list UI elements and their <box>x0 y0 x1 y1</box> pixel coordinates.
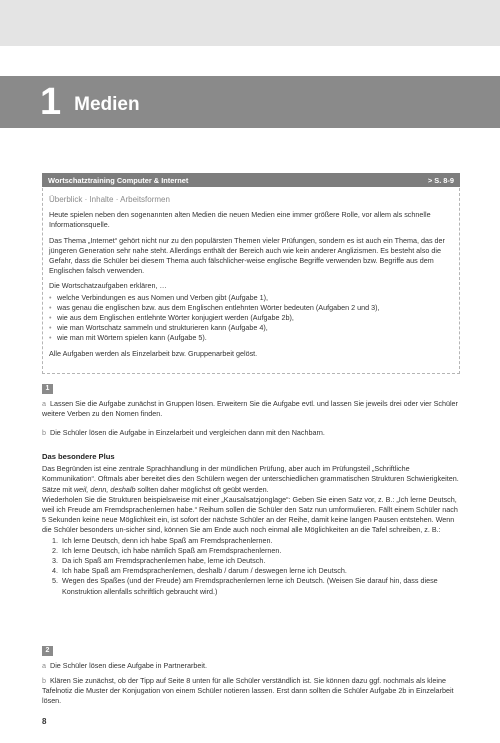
task-2-b-text: Klären Sie zunächst, ob der Tipp auf Seite 8 unten für alle Schüler verständlich ist. Sie können dazu ggf. nochmals als kleine Tafelnotiz die Muster der Konjugation von einem Schüler notieren lassen. Erst dann sollten die Schüler Aufgabe 2b in Einzelarbeit lösen. <box>42 676 454 706</box>
section-bar <box>42 173 460 187</box>
plus-emphasis: weil, denn, deshalb <box>73 484 136 494</box>
overview-paragraph-3: Die Wortschatzaufgaben erklären, … <box>49 281 167 291</box>
chapter-number: 1 <box>40 80 61 123</box>
list-item: 1. Ich lerne Deutsch, denn ich habe Spaß am Fremdsprachenlernen. <box>60 536 460 546</box>
task-letter: a <box>42 661 46 670</box>
overview-paragraph-2: Das Thema „Internet“ gehört nicht nur zu den populärsten Themen vieler Prüfungen, sondern es ist auch ein Thema, das der jüngeren Generation sehr nahe steht. Allerdings enthält der Bereich auch wie kein anderer Anglizismen. Es besteht also die Gefahr, dass die Schüler bei diesem Thema auch fälschlicher-weise englische Begriffe verwenden bzw. Begriffe aus dem Englischen falsch verwenden. <box>49 235 445 276</box>
plus-paragraph-1 <box>42 464 460 495</box>
overview-paragraph-4: Alle Aufgaben werden als Einzelarbeit bzw. Gruppenarbeit gelöst. <box>49 348 258 358</box>
list-item: 2. Ich lerne Deutsch, ich habe nämlich Spaß am Fremdsprachenlernen. <box>60 546 460 556</box>
task-1-b <box>42 428 460 438</box>
task-1-badge: 1 <box>42 384 53 394</box>
task-2-a-text: Die Schüler lösen diese Aufgabe in Partnerarbeit. <box>50 661 208 670</box>
task-1-a <box>42 399 460 419</box>
task-letter: b <box>42 428 46 437</box>
plus-text: Das Begründen ist eine zentrale Sprachhandlung in der mündlichen Prüfung, aber auch im Prüfungsteil „Schriftliche Kommunikation“. Oftmals aber bereitet dies den Schülern wegen der unterschiedlichen grammatischen Strukturen Schwierigkeiten. Sätze mit <box>42 464 459 494</box>
chapter-header <box>0 76 500 128</box>
overview-paragraph-1: Heute spielen neben den sogenannten alten Medien die neuen Medien eine immer größere Rolle, vor allem als schnelle Informationsquelle. <box>49 210 431 230</box>
list-item: 4. Ich habe Spaß am Fremdsprachenlernen, deshalb / darum / deswegen lerne ich Deutsch. <box>60 566 460 576</box>
task-2-b <box>42 676 460 707</box>
list-item: 3. Da ich Spaß am Fremdsprachenlernen habe, lerne ich Deutsch. <box>60 556 460 566</box>
section-title: Wortschatztraining Computer & Internet <box>48 175 189 185</box>
task-2-badge: 2 <box>42 646 53 656</box>
list-item: • wie man mit Wörtern spielen kann (Aufgabe 5). <box>49 333 453 343</box>
list-item: • welche Verbindungen es aus Nomen und Verben gibt (Aufgabe 1), <box>49 293 453 303</box>
list-item: 5. Wegen des Spaßes (und der Freude) am Fremdsprachenlernen lerne ich Deutsch. (Weisen Sie darauf hin, dass diese Konstruktion allenfalls schriftlich gebraucht wird.) <box>60 576 460 596</box>
overview-bullet-list <box>49 293 453 344</box>
list-item: • wie aus dem Englischen entlehnte Wörter konjugiert werden (Aufgabe 2b), <box>49 313 453 323</box>
plus-text: sollten daher möglichst oft geübt werden. <box>135 484 269 494</box>
plus-paragraph-2: Wiederholen Sie die Strukturen beispielsweise mit einer „Kausalsatzjonglage“: Geben Sie einen Satz vor, z. B.: „Ich lerne Deutsch, weil ich Freude am Fremdsprachenlernen habe.“ Reihum sollen die Schüler den Satz nun umformulieren. Fällt einem Schüler nach 5 Sekunden keine neue Möglichkeit ein, ist sofort der nächste Schüler an der Reihe, damit keine langen Pausen entstehen. Wenn die Schüler besonders un-sicher sind, können Sie am Ende auch noch einmal alle Möglichkeiten an die Tafel schreiben, z. B.: <box>42 494 458 535</box>
list-item: • wie man Wortschatz sammeln und strukturieren kann (Aufgabe 4), <box>49 323 453 333</box>
task-1-a-text: Lassen Sie die Aufgabe zunächst in Gruppen lösen. Erweitern Sie die Aufgabe evtl. und lassen Sie jeweils drei oder vier Schüler weitere Verben zu den Nomen finden. <box>42 399 458 419</box>
overview-heading: Überblick · Inhalte · Arbeitsformen <box>49 195 170 204</box>
page-number: 8 <box>42 717 47 726</box>
overview-box <box>42 188 460 374</box>
page-reference: > S. 8-9 <box>427 175 454 185</box>
plus-heading: Das besondere Plus <box>42 452 115 461</box>
chapter-title: Medien <box>74 94 140 115</box>
list-item: • was genau die englischen bzw. aus dem Englischen entlehnten Wörter bedeuten (Aufgaben 2 und 3), <box>49 303 453 313</box>
task-2-a <box>42 661 460 671</box>
plus-section <box>42 452 460 597</box>
plus-example-list <box>42 536 460 597</box>
task-letter: b <box>42 676 46 685</box>
task-letter: a <box>42 399 46 408</box>
top-band <box>0 0 500 46</box>
task-1-b-text: Die Schüler lösen die Aufgabe in Einzelarbeit und vergleichen dann mit den Nachbarn. <box>50 428 325 437</box>
